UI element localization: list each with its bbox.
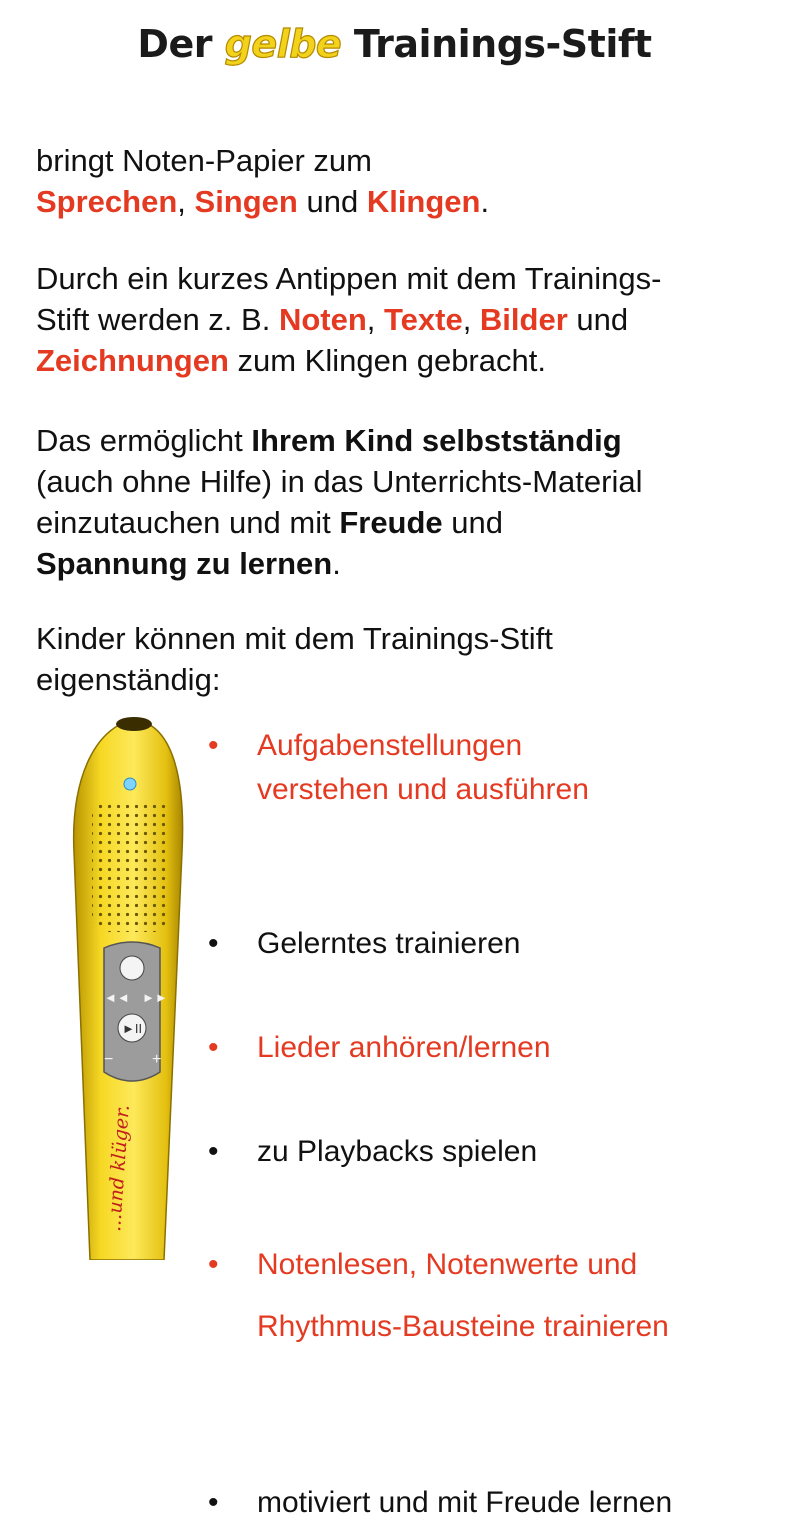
highlight-klingen: Klingen bbox=[366, 184, 481, 219]
bold-ihrem-kind: Ihrem Kind selbstständig bbox=[251, 423, 622, 458]
highlight-texte: Texte bbox=[384, 302, 463, 337]
title-part-trainings-stift: Trainings-Stift bbox=[341, 22, 652, 66]
highlight-sprechen: Sprechen bbox=[36, 184, 178, 219]
antippen-line-3 bbox=[36, 340, 756, 381]
antippen-text: Stift werden z. B. bbox=[36, 302, 279, 337]
selbst-line-3 bbox=[36, 502, 756, 543]
list-item-line: verstehen und ausführen bbox=[257, 773, 589, 806]
highlight-singen: Singen bbox=[194, 184, 298, 219]
list-item-line: Gelerntes trainieren bbox=[257, 927, 521, 960]
paragraph-selbststaendig bbox=[36, 420, 756, 584]
pen-brand-text: ...und klüger. bbox=[103, 1104, 134, 1233]
bullet-dot: • bbox=[208, 927, 219, 960]
paragraph-intro bbox=[36, 140, 756, 222]
list-item-line: zu Playbacks spielen bbox=[257, 1135, 538, 1168]
antippen-line-2 bbox=[36, 299, 756, 340]
separator: . bbox=[480, 184, 490, 219]
selbst-text: einzutauchen und mit bbox=[36, 505, 340, 540]
intro-line-1: bringt Noten-Papier zum bbox=[36, 143, 372, 178]
forward-icon: ►► bbox=[142, 990, 168, 1005]
separator: und bbox=[297, 184, 367, 219]
pen-tip bbox=[116, 717, 152, 731]
list-item-line: Lieder anhören/lernen bbox=[257, 1031, 551, 1064]
training-pen-illustration bbox=[60, 712, 210, 1260]
bullet-dot: • bbox=[208, 1248, 219, 1281]
volume-minus-icon: − bbox=[104, 1051, 114, 1068]
selbst-line-4 bbox=[36, 543, 756, 584]
selbst-line-1 bbox=[36, 420, 756, 461]
list-item-line: motiviert und mit Freude lernen bbox=[257, 1486, 673, 1519]
volume-plus-icon: + bbox=[152, 1051, 162, 1068]
bullet-dot: • bbox=[208, 1486, 219, 1519]
kinder-line-2: eigenständig: bbox=[36, 662, 221, 697]
selbst-text: Das ermöglicht bbox=[36, 423, 252, 458]
kinder-line-1: Kinder können mit dem Trainings-Stift bbox=[36, 621, 553, 656]
bold-freude: Freude bbox=[339, 505, 443, 540]
speaker-grill-icon bbox=[92, 802, 170, 932]
rewind-icon: ◄◄ bbox=[104, 990, 130, 1005]
title-part-gelbe: gelbe bbox=[224, 22, 342, 66]
play-pause-glyph: ►II bbox=[122, 1021, 143, 1036]
highlight-noten: Noten bbox=[278, 302, 367, 337]
page-title bbox=[0, 22, 789, 66]
selbst-text: und bbox=[442, 505, 504, 540]
title-part-der: Der bbox=[137, 22, 225, 66]
list-item-line: Notenlesen, Notenwerte und bbox=[257, 1248, 638, 1281]
bullet-dot: • bbox=[208, 729, 219, 762]
separator: . bbox=[332, 546, 341, 581]
feature-list bbox=[208, 724, 768, 1519]
pen-home-button-icon bbox=[120, 956, 144, 980]
bullet-dot: • bbox=[208, 1135, 219, 1168]
highlight-zeichnungen: Zeichnungen bbox=[36, 343, 229, 378]
list-item-line: Aufgabenstellungen bbox=[257, 729, 523, 762]
separator: , bbox=[366, 302, 384, 337]
list-item bbox=[208, 1234, 768, 1358]
separator: , bbox=[462, 302, 480, 337]
list-item-line: Rhythmus-Bausteine trainieren bbox=[257, 1310, 669, 1343]
list-item bbox=[208, 1130, 768, 1174]
list-item bbox=[208, 1026, 768, 1070]
intro-line-2 bbox=[36, 181, 756, 222]
pen-led-icon bbox=[124, 778, 136, 790]
bullet-dot: • bbox=[208, 1031, 219, 1064]
list-item bbox=[208, 922, 768, 966]
selbst-line-2: (auch ohne Hilfe) in das Unterrichts-Material bbox=[36, 464, 643, 499]
list-item bbox=[208, 724, 768, 812]
paragraph-antippen bbox=[36, 258, 756, 381]
highlight-bilder: Bilder bbox=[479, 302, 568, 337]
separator: und bbox=[567, 302, 629, 337]
paragraph-kinder bbox=[36, 618, 756, 700]
bold-spannung: Spannung zu lernen bbox=[36, 546, 333, 581]
list-item bbox=[208, 1481, 768, 1525]
separator: , bbox=[177, 184, 195, 219]
antippen-line-1: Durch ein kurzes Antippen mit dem Trainings- bbox=[36, 261, 662, 296]
antippen-text-end: zum Klingen gebracht. bbox=[228, 343, 546, 378]
